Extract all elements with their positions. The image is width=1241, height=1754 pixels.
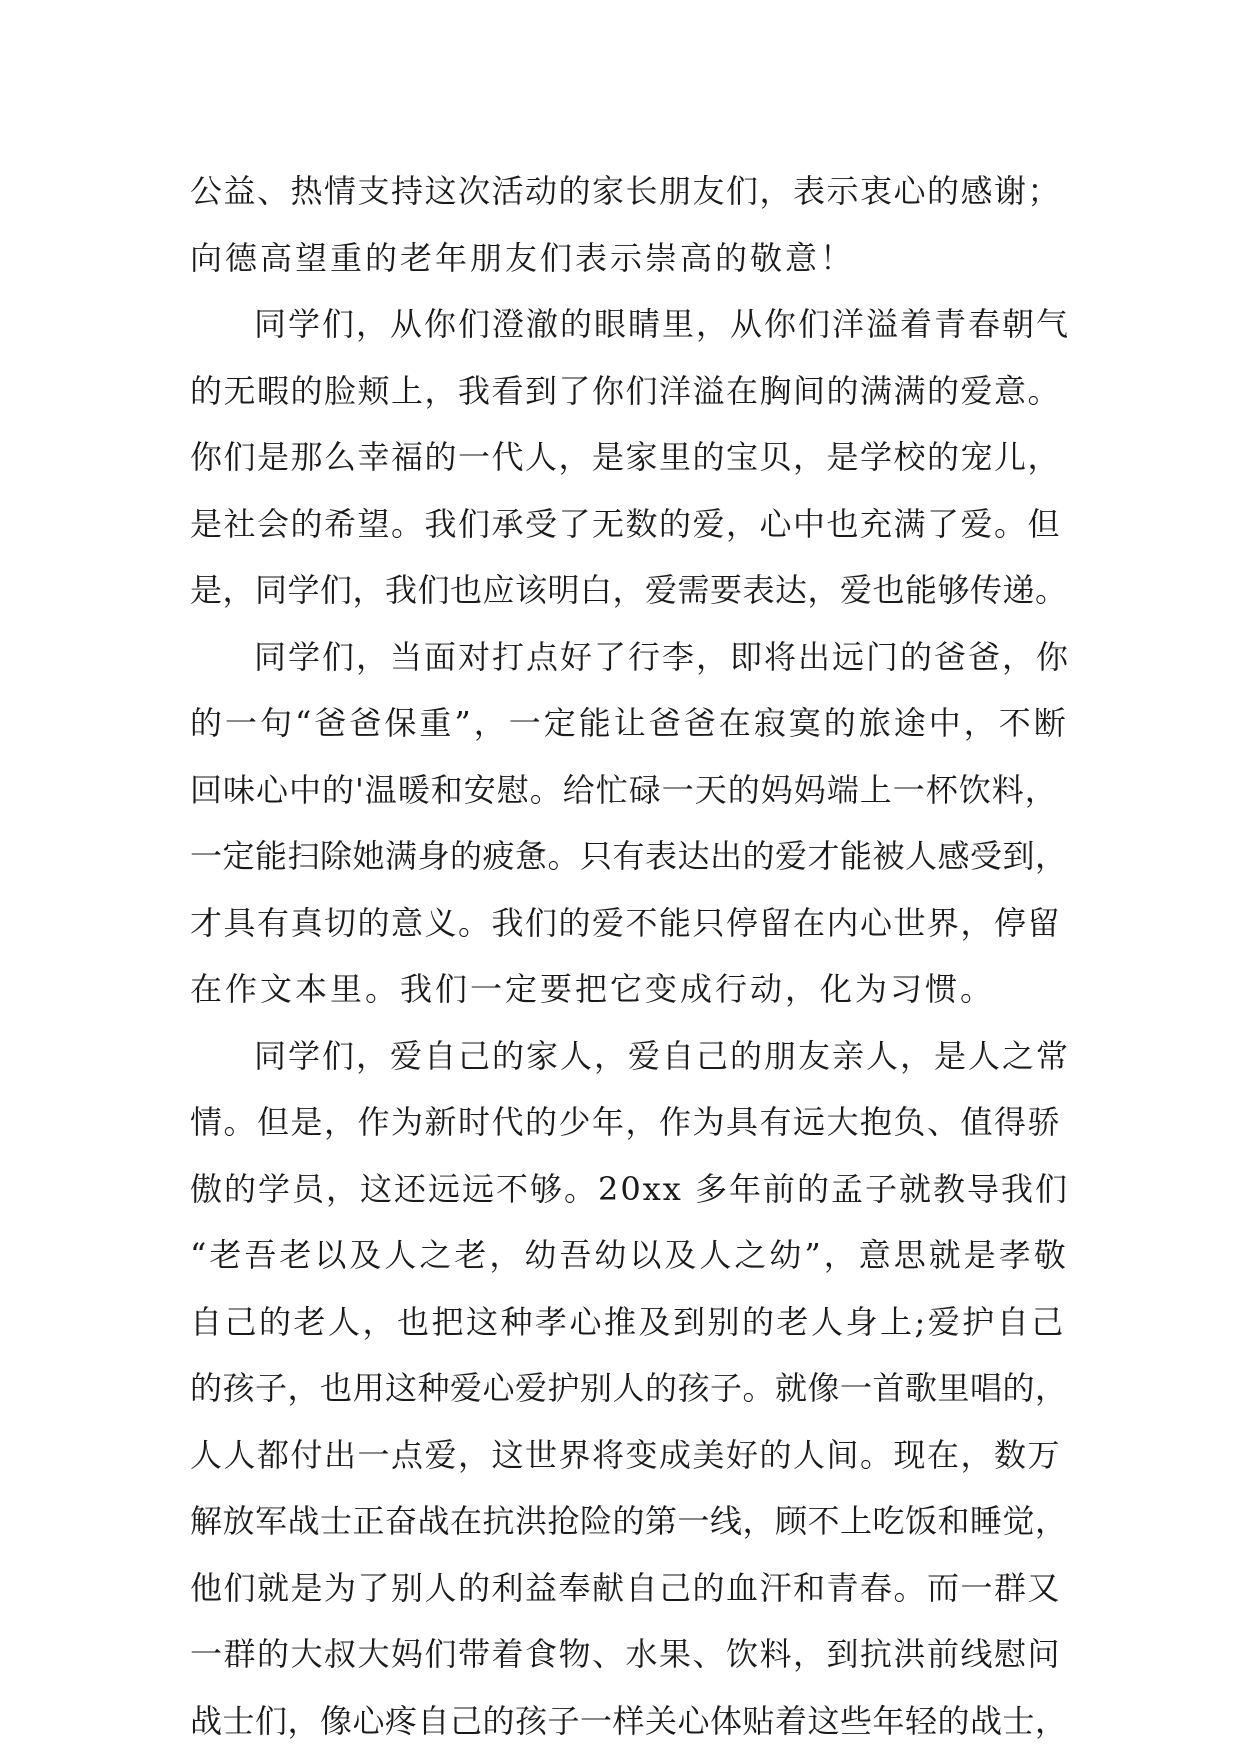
text-line: 一群的大叔大妈们带着食物、水果、饮料，到抗洪前线慰问 bbox=[190, 1635, 1062, 1673]
text-line: 一定能扫除她满身的疲惫。只有表达出的爱才能被人感受到， bbox=[190, 837, 1068, 875]
text-line: 战士们，像心疼自己的孩子一样关心体贴着这些年轻的战士， bbox=[190, 1701, 1068, 1740]
text-line: 公益、热情支持这次活动的家长朋友们，表示衷心的感谢； bbox=[190, 172, 1062, 210]
text-line: 是，同学们，我们也应该明白，爱需要表达，爱也能够传递。 bbox=[190, 571, 1068, 609]
text-line: 同学们，从你们澄澈的眼睛里，从你们洋溢着青春朝气 bbox=[254, 305, 1071, 343]
text-line: 的孩子，也用这种爱心爱护别人的孩子。就像一首歌里唱的， bbox=[190, 1369, 1068, 1407]
text-line: 同学们，爱自己的家人，爱自己的朋友亲人，是人之常 bbox=[254, 1036, 1071, 1075]
text-line: 向德高望重的老年朋友们表示崇高的敬意！ bbox=[190, 238, 856, 277]
text-line: 自己的老人，也把这种孝心推及到别的老人身上;爱护自己 bbox=[190, 1302, 1066, 1341]
text-line: 同学们，当面对打点好了行李，即将出远门的爸爸，你 bbox=[254, 637, 1071, 676]
text-line: 你们是那么幸福的一代人，是家里的宝贝，是学校的宠儿， bbox=[190, 438, 1062, 476]
text-line: 情。但是，作为新时代的少年，作为具有远大抱负、值得骄 bbox=[190, 1103, 1062, 1141]
text-line: “老吾老以及人之老，幼吾幼以及人之幼”，意思就是孝敬 bbox=[190, 1236, 1069, 1274]
text-line: 解放军战士正奋战在抗洪抢险的第一线，顾不上吃饭和睡觉， bbox=[190, 1502, 1068, 1540]
text-line: 在作文本里。我们一定要把它变成行动，化为习惯。 bbox=[190, 970, 996, 1008]
text-line: 的无暇的脸颊上，我看到了你们洋溢在胸间的满满的爱意。 bbox=[190, 371, 1062, 410]
text-line: 回味心中的'温暖和安慰。给忙碌一天的妈妈端上一杯饮料， bbox=[190, 770, 1058, 809]
document-body bbox=[190, 158, 1070, 1754]
text-line: 是社会的希望。我们承受了无数的爱，心中也充满了爱。但 bbox=[190, 504, 1062, 543]
text-line: 他们就是为了别人的利益奉献自己的血汗和青春。而一群又 bbox=[190, 1568, 1062, 1607]
text-line: 的一句“爸爸保重”，一定能让爸爸在寂寞的旅途中，不断 bbox=[190, 704, 1069, 742]
text-line: 傲的学员，这还远远不够。20xx 多年前的孟子就教导我们 bbox=[190, 1169, 1069, 1208]
text-line: 才具有真切的意义。我们的爱不能只停留在内心世界，停留 bbox=[190, 903, 1062, 942]
text-line: 人人都付出一点爱，这世界将变成美好的人间。现在，数万 bbox=[190, 1435, 1062, 1474]
